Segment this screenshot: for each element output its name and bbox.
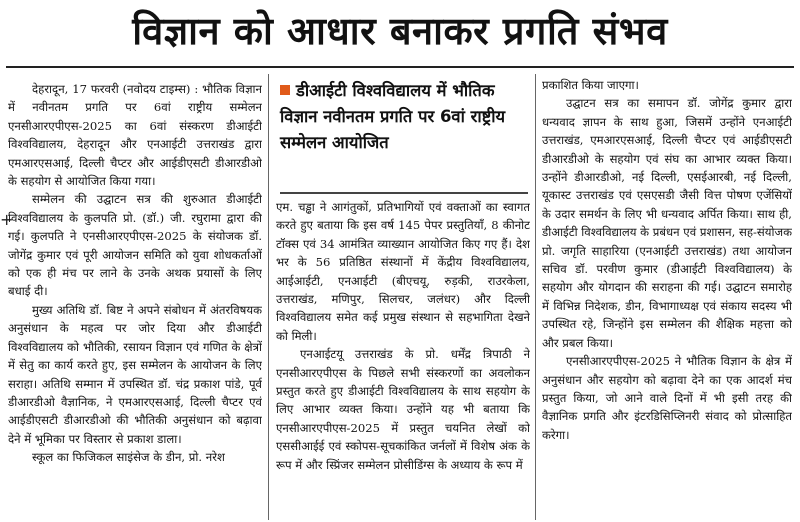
article-column-1 (8, 80, 262, 520)
article-column-3 (542, 76, 792, 522)
crosshair-mark-icon: + (0, 210, 14, 229)
paragraph: सम्मेलन की उद्घाटन सत्र की शुरुआत डीआईटी विश्वविद्यालय के कुलपति प्रो. (डॉ.) जी. रघुरामा द्वारा की गई। कुलपति ने एनसीआरएपीएस-2025 के संयोजक डॉ. जोगेंद्र कुमार एवं पूरी आयोजन समिति को युवा शोधकर्ताओं को एक ही मंच पर लाने के उनके अथक प्रयासों के लिए बधाई दी। (8, 192, 262, 299)
column-divider-1 (268, 74, 269, 520)
paragraph: उद्घाटन सत्र का समापन डॉ. जोगेंद्र कुमार द्वारा धन्यवाद ज्ञापन के साथ हुआ, जिसमें उन्होंने एनआईटी उत्तराखंड, एमआरएसआई, दिल्ली चैप्टर एवं आईडीएसटी डीआरडीओ के सहयोग एवं संघ का आभार व्यक्त किया। उन्होंने डीआरडीओ, नई दिल्ली, एसईआरबी, नई दिल्ली, यूकास्ट उत्तराखंड एवं एसएसडी जैसी वित्त पोषण एजेंसियों के उदार समर्थन के लिए भी धन्यवाद अर्पित किया। साथ ही, डीआईटी विश्वविद्यालय के प्रबंधन एवं प्रशासन, सह-संयोजक प्रो. जगृति साहारिया (एनआईटी उत्तराखंड) तथा आयोजन सचिव डॉ. परवीण कुमार (डीआईटी विश्वविद्यालय) के सहयोग और योगदान की सराहना की गई। उद्घाटन समारोह में विभिन्न निदेशक, डीन, विभागाध्यक्ष एवं संकाय सदस्य भी उपस्थित रहे, जिन्होंने इस सम्मेलन की शैक्षिक महत्ता को और प्रबल किया। (542, 96, 792, 350)
subheadline: डीआईटी विश्वविद्यालय में भौतिक विज्ञान नवीनतम प्रगति पर 6वां राष्ट्रीय सम्मेलन आयोजित (280, 81, 506, 152)
headline: विज्ञान को आधार बनाकर प्रगति संभव (132, 9, 668, 53)
headline-divider (6, 66, 794, 68)
subheadline-divider (280, 192, 528, 194)
square-bullet-icon (280, 85, 290, 95)
paragraph: देहरादून, 17 फरवरी (नवोदय टाइम्स) : भौतिक विज्ञान में नवीनतम प्रगति पर 6वां राष्ट्रीय सम्मेलन एनसीआरएपीएस-2025 का 6वां संस्करण डीआईटी विश्वविद्यालय, देहरादून और एनआईटी उत्तराखंड द्वारा एमआरएसआई, दिल्ली चैप्टर और आईडीएसटी डीआरडीओ के सहयोग से आयोजित किया गया। (8, 82, 262, 189)
paragraph: एनआईटयू उत्तराखंड के प्रो. धर्मेंद्र त्रिपाठी ने एनसीआरएपीएस के पिछले सभी संस्करणों का अवलोकन प्रस्तुत करते हुए डीआईटी विश्वविद्यालय के साथ सहयोग के लिए आभार व्यक्त किया। उन्होंने यह भी बताया कि एनसीआरएपीएस-2025 में प्रस्तुत चयनित लेखों को एससीआईई एवं स्कोपस-सूचकांकित जर्नलों में विशेष अंक के रूप में और स्प्रिंजर सम्मेलन प्रोसीडिंग्स के अध्याय के रूप में (276, 347, 530, 472)
column-divider-2 (535, 74, 536, 520)
article-column-2 (276, 198, 530, 522)
paragraph: एनसीआरएपीएस-2025 ने भौतिक विज्ञान के क्षेत्र में अनुसंधान और सहयोग को बढ़ावा देने का एक आदर्श मंच प्रस्तुत किया, जो आने वाले दिनों में भी इसी तरह की वैज्ञानिक प्रगति और इंटरडिसिप्लिनरी संवाद को प्रोत्साहित करेगा। (542, 354, 792, 442)
paragraph: एम. चड्ढा ने आगंतुकों, प्रतिभागियों एवं वक्ताओं का स्वागत करते हुए बताया कि इस वर्ष 145 पेपर प्रस्तुतियाँ, 8 कीनोट टॉक्स एवं 34 आमंत्रित व्याख्यान आयोजित किए गए हैं। देश भर के 56 प्रतिष्ठित संस्थानों में केंद्रीय विश्वविद्यालय, आईआईटी, एनआईटी (बीएचयू, रुड़की, राउरकेला, उत्तराखंड, मणिपुर, सिलचर, जलंधर) और दिल्ली विश्वविद्यालय समेत कई प्रमुख संस्थान से सहभागिता देखने को मिली। (276, 200, 530, 343)
paragraph: प्रकाशित किया जाएगा। (542, 78, 639, 92)
paragraph: मुख्य अतिथि डॉ. बिष्ट ने अपने संबोधन में अंतरविषयक अनुसंधान के महत्व पर जोर दिया और डीआईटी विश्वविद्यालय को भौतिकी, रसायन विज्ञान एवं गणित के क्षेत्रों में सेतु का कार्य करते हुए, इस सम्मेलन के आयोजन के लिए सराहा। अतिथि सम्मान में उपस्थित डॉ. चंद्र प्रकाश पांडे, पूर्व डीआरडीओ वैज्ञानिक, ने एमआरएसआई, दिल्ली चैप्टर एवं आईडीएसटी डीआरडीओ की भौतिकी अनुसंधान को बढ़ावा देने में भूमिका पर विस्तार से प्रकाश डाला। (8, 302, 262, 446)
subheadline-box (280, 78, 526, 188)
paragraph: स्कूल का फिजिकल साइंसेज के डीन, प्रो. नरेश (32, 450, 225, 465)
